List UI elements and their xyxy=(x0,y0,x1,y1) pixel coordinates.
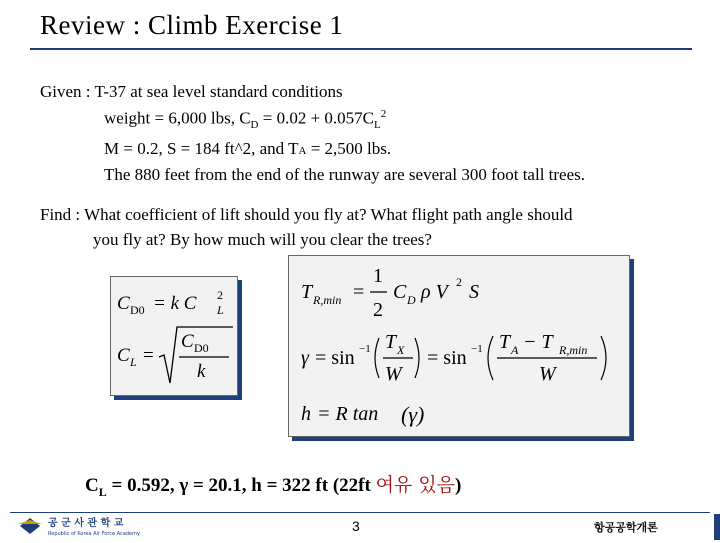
svg-text:= sin: = sin xyxy=(427,347,467,369)
svg-text:γ: γ xyxy=(301,347,309,369)
climb-formula-box xyxy=(288,255,630,437)
climb-formulas xyxy=(289,256,629,436)
academy-logo xyxy=(16,514,176,538)
svg-text:C: C xyxy=(117,293,130,314)
svg-text:1: 1 xyxy=(373,265,383,287)
svg-text:T: T xyxy=(301,281,313,303)
answer-line: $C_L = 0.592$, γ = 20.1, h = 322 ft (22ft 여유 있음) xyxy=(85,474,462,499)
svg-text:C: C xyxy=(181,331,194,352)
given-line-2: weight = 6,000 lbs, $C_D = 0.02 + 0.057C_L^2$ xyxy=(104,108,387,132)
svg-text:−1: −1 xyxy=(471,343,483,355)
svg-text:X: X xyxy=(397,343,405,357)
given-line-1: Given : T-37 at sea level standard conditions xyxy=(40,82,343,101)
given-line-4: The 880 feet from the end of the runway are several 300 foot tall trees. xyxy=(104,165,586,185)
lift-formulas xyxy=(111,277,237,395)
svg-text:= R tan: = R tan xyxy=(317,403,379,425)
lift-coefficient-formula-box xyxy=(110,276,238,396)
svg-text:C: C xyxy=(393,281,407,303)
svg-text:T: T xyxy=(385,331,397,353)
svg-text:S: S xyxy=(469,281,479,303)
svg-text:D: D xyxy=(407,293,416,307)
svg-text:− T: − T xyxy=(523,331,553,353)
svg-text:2: 2 xyxy=(217,288,223,302)
svg-text:= k C: = k C xyxy=(153,293,197,314)
svg-text:C: C xyxy=(117,345,130,366)
svg-text:L: L xyxy=(130,355,137,369)
footer-edge-mark xyxy=(714,514,720,540)
svg-text:D0: D0 xyxy=(194,341,209,355)
footer-divider xyxy=(10,512,710,513)
svg-text:= sin: = sin xyxy=(315,347,355,369)
svg-text:W: W xyxy=(539,363,556,385)
svg-text:R,min: R,min xyxy=(313,293,342,307)
svg-text:W: W xyxy=(385,363,402,385)
svg-text:=: = xyxy=(353,281,365,303)
find-section xyxy=(40,202,573,252)
slide-title: Review : Climb Exercise 1 xyxy=(40,10,344,40)
course-name: 항공공학개론 xyxy=(594,521,658,534)
svg-text:−1: −1 xyxy=(359,343,371,355)
korean-note: 여유 있음 xyxy=(375,474,456,496)
svg-text:2: 2 xyxy=(456,275,462,289)
title-underline xyxy=(30,48,692,50)
svg-text:2: 2 xyxy=(373,299,383,321)
find-line-2: you fly at? By how much will you clear the trees? xyxy=(93,230,432,249)
svg-text:D0: D0 xyxy=(130,303,145,317)
svg-text:L: L xyxy=(217,303,224,317)
svg-text:=: = xyxy=(143,345,154,366)
given-section xyxy=(40,80,585,186)
page-number: 3 xyxy=(352,518,360,534)
given-line-3: M = 0.2, S = 184 ft^2, and TA = 2,500 lbs. xyxy=(104,139,392,159)
svg-text:ρ V: ρ V xyxy=(421,281,448,303)
svg-text:공 군 사 관 학 교: 공 군 사 관 학 교 xyxy=(48,518,124,529)
svg-text:T: T xyxy=(499,331,511,353)
svg-text:h: h xyxy=(301,403,311,425)
find-line-1: Find : What coefficient of lift should you fly at? What flight path angle should xyxy=(40,205,573,224)
svg-text:(γ): (γ) xyxy=(401,402,425,427)
svg-text:Republic of Korea Air Force Ac: Republic of Korea Air Force Academy xyxy=(48,531,140,537)
svg-text:k: k xyxy=(197,361,206,382)
svg-text:R,min: R,min xyxy=(559,343,588,357)
svg-text:A: A xyxy=(511,343,519,357)
